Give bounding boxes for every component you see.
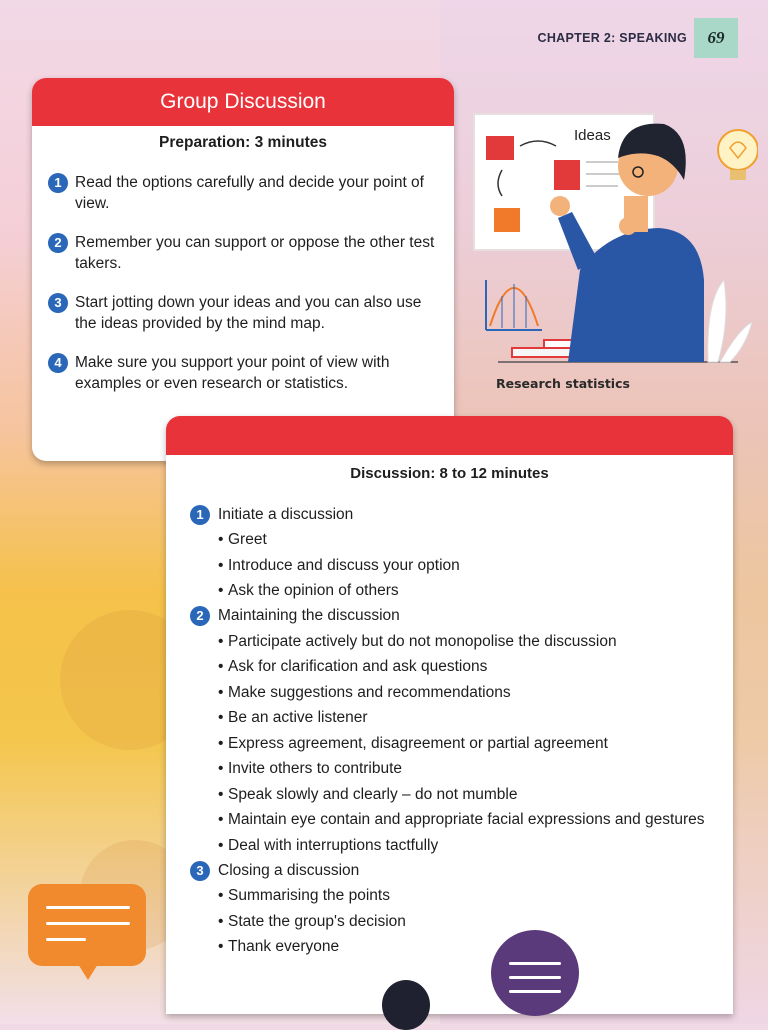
- thinking-person-illustration: [468, 100, 758, 375]
- list-item: • Deal with interruptions tactfully: [218, 833, 710, 859]
- group-discussion-card: [32, 78, 454, 461]
- section-title: [190, 858, 710, 883]
- preparation-step: [48, 292, 440, 334]
- preparation-step: [48, 232, 440, 274]
- research-statistics-label: Research statistics: [496, 376, 630, 391]
- list-item: • Greet: [218, 527, 710, 553]
- lightbulb-icon: [718, 130, 758, 180]
- chapter-heading: CHAPTER 2: SPEAKING: [537, 31, 687, 45]
- step-number-badge: 2: [190, 606, 210, 626]
- preparation-steps: [48, 172, 440, 394]
- preparation-step: [48, 352, 440, 394]
- step-text: Start jotting down your ideas and you can also use the ideas provided by the mind map.: [75, 294, 422, 332]
- bullet-list: [218, 629, 710, 859]
- list-item: • Ask for clarification and ask questions: [218, 654, 710, 680]
- bell-curve-chart-icon: [486, 280, 542, 330]
- discussion-sections: [190, 502, 710, 960]
- list-item: • Speak slowly and clearly – do not mumble: [218, 782, 710, 808]
- list-item: • Be an active listener: [218, 705, 710, 731]
- list-item: • Express agreement, disagreement or partial agreement: [218, 731, 710, 757]
- step-number-badge: 3: [190, 861, 210, 881]
- list-item: • Ask the opinion of others: [218, 578, 710, 604]
- list-item: • Thank everyone: [218, 934, 710, 960]
- bullet-list: [218, 883, 710, 960]
- sticky-note: [494, 208, 520, 232]
- list-item: • Introduce and discuss your option: [218, 553, 710, 579]
- list-item: • Summarising the points: [218, 883, 710, 909]
- list-item: • Invite others to contribute: [218, 756, 710, 782]
- section-title-text: Closing a discussion: [218, 861, 360, 879]
- card-header-bar: [166, 416, 733, 455]
- section-title-text: Maintaining the discussion: [218, 607, 400, 624]
- person-head-decoration: [382, 980, 430, 1030]
- plant: [708, 280, 752, 362]
- card-title: Group Discussion: [32, 78, 454, 126]
- section-title: [190, 502, 710, 527]
- bullet-list: [218, 527, 710, 604]
- section-title: [190, 604, 710, 629]
- speech-bubble-icon: [491, 930, 579, 1016]
- step-number-badge: 3: [48, 293, 68, 313]
- section-title-text: Initiate a discussion: [218, 505, 354, 523]
- step-number-badge: 2: [48, 233, 68, 253]
- board-label: Ideas: [574, 127, 611, 144]
- list-item: • Make suggestions and recommendations: [218, 680, 710, 706]
- step-text: Make sure you support your point of view with examples or even research or statistics.: [75, 354, 390, 392]
- preparation-step: [48, 172, 440, 214]
- list-item: • State the group's decision: [218, 909, 710, 935]
- step-number-badge: 4: [48, 353, 68, 373]
- step-number-badge: 1: [190, 505, 210, 525]
- sticky-note: [554, 160, 580, 190]
- discussion-card: [166, 416, 733, 1014]
- speech-bubble-icon: [28, 884, 146, 966]
- step-text: Remember you can support or oppose the other test takers.: [75, 234, 435, 272]
- preparation-heading: Preparation: 3 minutes: [159, 134, 327, 151]
- step-number-badge: 1: [48, 173, 68, 193]
- discussion-heading: Discussion: 8 to 12 minutes: [350, 465, 549, 482]
- sticky-note: [486, 136, 514, 160]
- list-item: • Participate actively but do not monopolise the discussion: [218, 629, 710, 655]
- list-item: • Maintain eye contain and appropriate facial expressions and gestures: [218, 807, 710, 833]
- step-text: Read the options carefully and decide your point of view.: [75, 174, 424, 212]
- page-number: 69: [694, 18, 738, 58]
